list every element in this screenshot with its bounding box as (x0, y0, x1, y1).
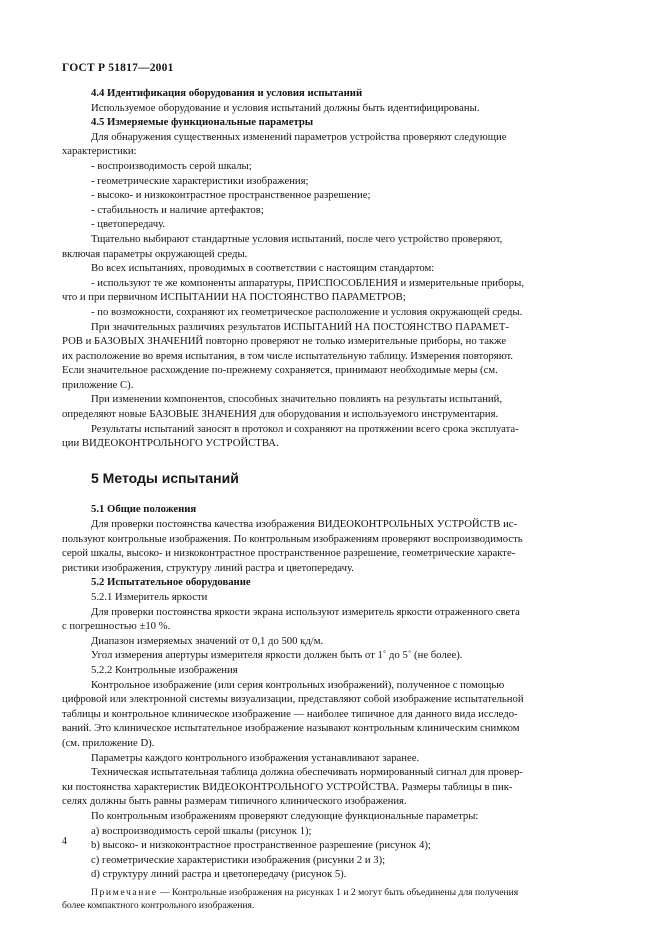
heading-5-1: 5.1 Общие положения (91, 503, 197, 516)
paragraph: Используемое оборудование и условия испытаний должны быть идентифицированы. (91, 101, 480, 114)
paragraph-line: таблицы и контрольное клиническое изображение — наиболее типичное для данного вида исследо- (62, 707, 518, 720)
heading-4-5: 4.5 Измеряемые функциональные параметры (91, 116, 314, 129)
paragraph-line: характеристики: (62, 145, 137, 158)
paragraph-line: РОВ и БАЗОВЫХ ЗНАЧЕНИЙ повторно проверяют не только измерительные приборы, но также (62, 335, 507, 348)
subheading-5-2-1: 5.2.1 Измеритель яркости (91, 591, 208, 603)
document-header: ГОСТ Р 51817—2001 (62, 62, 174, 74)
paragraph-line: Результаты испытаний заносят в протокол и сохраняют на протяжении всего срока эксплуата- (91, 422, 519, 435)
list-item: - стабильность и наличие артефактов; (91, 203, 264, 216)
list-item: c) геометрические характеристики изображения (рисунки 2 и 3); (91, 853, 386, 866)
paragraph-line: Для проверки постоянства яркости экрана используют измеритель яркости отраженного света (91, 605, 520, 618)
page-number: 4 (62, 836, 67, 847)
paragraph-line: Тщательно выбирают стандартные условия испытаний, после чего устройство проверяют, (91, 232, 503, 245)
list-item: b) высоко- и низкоконтрастное пространственное разрешение (рисунок 4); (91, 839, 431, 852)
list-item: - геометрические характеристики изображения; (91, 174, 309, 187)
paragraph-line: Для проверки постоянства качества изображения ВИДЕОКОНТРОЛЬНЫХ УСТРОЙСТВ ис- (91, 518, 518, 531)
list-item: - высоко- и низкоконтрастное пространственное разрешение; (91, 189, 371, 202)
paragraph-line: Если значительное расхождение по-прежнему сохраняется, принимают необходимые меры (см. (62, 364, 498, 377)
note-text-continued: более компактного контрольного изображения. (62, 899, 255, 911)
paragraph-line: включая параметры окружающей среды. (62, 247, 248, 260)
paragraph-line: Угол измерения апертуры измерителя яркости должен быть от 1˚ до 5˚ (не более). (91, 649, 463, 662)
heading-4-4: 4.4 Идентификация оборудования и условия испытаний (91, 87, 363, 99)
document-body (62, 86, 599, 912)
paragraph-line: что и при первичном ИСПЫТАНИИ НА ПОСТОЯНСТВО ПАРАМЕТРОВ; (62, 291, 406, 304)
paragraph-line: с погрешностью ±10 %. (62, 620, 171, 633)
paragraph-line: ции ВИДЕОКОНТРОЛЬНОГО УСТРОЙСТВА. (62, 437, 279, 450)
paragraph-line: При изменении компонентов, способных значительно повлиять на результаты испытаний, (91, 393, 503, 406)
paragraph-line: (см. приложение D). (62, 736, 155, 749)
paragraph-line: Для обнаружения существенных изменений параметров устройства проверяют следующие (91, 130, 507, 143)
list-item: - воспроизводимость серой шкалы; (91, 159, 252, 172)
note-label: Примечание (91, 886, 158, 898)
subheading-5-2-2: 5.2.2 Контрольные изображения (91, 663, 238, 676)
paragraph-line: ристики изображения, структуру линий растра и цветопередачу. (62, 561, 354, 574)
paragraph-line: приложение С). (62, 378, 134, 391)
paragraph-line: определяют новые БАЗОВЫЕ ЗНАЧЕНИЯ для оборудования и используемого инструментария. (62, 408, 499, 421)
paragraph-line: Контрольное изображение (или серия контрольных изображений), полученное с помощью (91, 678, 505, 691)
paragraph-line: серой шкалы, высоко- и низкоконтрастное пространственное разрешение, геометрические характе- (62, 547, 516, 560)
list-item: d) структуру линий растра и цветопередачу (рисунок 5). (91, 868, 347, 881)
paragraph-line: Диапазон измеряемых значений от 0,1 до 500 кд/м. (91, 634, 324, 647)
paragraph-line: пользуют контрольные изображения. По контрольным изображениям проверяют воспроизводимость (62, 532, 523, 545)
note (91, 886, 599, 899)
paragraph-line: ки постоянства характеристик ВИДЕОКОНТРОЛЬНОГО УСТРОЙСТВА. Размеры таблицы в пик- (62, 780, 513, 793)
list-item: a) воспроизводимость серой шкалы (рисунок 1); (91, 824, 312, 837)
section-5-heading: 5 Методы испытаний (91, 469, 239, 486)
paragraph-line: цифровой или электронной системы визуализации, представляют собой изображение испытательной (62, 693, 524, 706)
paragraph-line: По контрольным изображениям проверяют следующие функциональные параметры: (91, 809, 479, 822)
paragraph-line: их расположение во время испытания, в том числе испытательную таблицу. Измерения повторяют. (62, 349, 514, 362)
paragraph-line: Параметры каждого контрольного изображения устанавливают заранее. (91, 751, 420, 764)
paragraph-line: Во всех испытаниях, проводимых в соответствии с настоящим стандартом: (91, 262, 435, 275)
paragraph-line: Техническая испытательная таблица должна обеспечивать нормированный сигнал для провер- (91, 766, 523, 779)
note-text: — Контрольные изображения на рисунках 1 и 2 могут быть объединены для получения (157, 886, 519, 898)
paragraph-line: селях должны быть равны размерам типичного клинического изображения. (62, 795, 407, 808)
paragraph-line: - используют те же компоненты аппаратуры, ПРИСПОСОБЛЕНИЯ и измерительные приборы, (91, 276, 525, 289)
paragraph-line: ваний. Это клиническое испытательное изображение называют контрольным клиническим снимком (62, 722, 520, 735)
paragraph-line: При значительных различиях результатов ИСПЫТАНИЙ НА ПОСТОЯНСТВО ПАРАМЕТ- (91, 320, 509, 333)
list-item: - цветопередачу. (91, 218, 166, 231)
heading-5-2: 5.2 Испытательное оборудование (91, 576, 251, 589)
paragraph-line: - по возможности, сохраняют их геометрическое расположение и условия окружающей среды. (91, 305, 523, 318)
